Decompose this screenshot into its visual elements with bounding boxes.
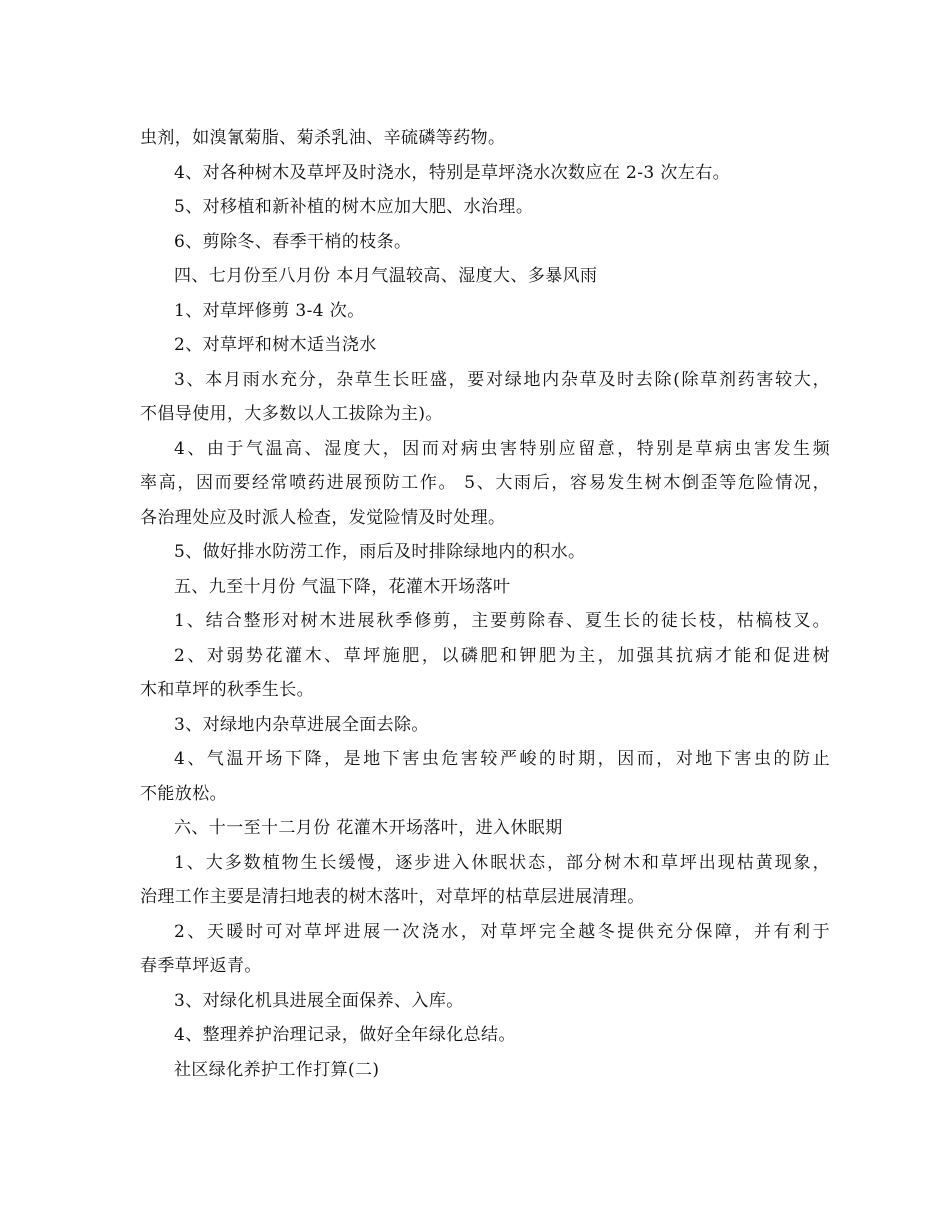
document-page	[140, 121, 830, 1087]
text-line: 4、气温开场下降，是地下害虫危害较严峻的时期，因而，对地下害虫的防止	[174, 749, 830, 769]
text-line: 3、对绿化机具进展全面保养、入库。	[174, 990, 464, 1011]
text-line: 社区绿化养护工作打算(二)	[174, 1059, 380, 1080]
document-body	[140, 121, 830, 1087]
text-line: 4、整理养护治理记录，做好全年绿化总结。	[174, 1025, 516, 1045]
text-line: 1、大多数植物生长缓慢，逐步进入休眠状态，部分树木和草坪出现枯黄现象，	[174, 852, 830, 873]
text-line: 不能放松。	[140, 783, 227, 804]
text-line: 五、九至十月份 气温下降，花灌木开场落叶	[174, 576, 511, 597]
text-line: 木和草坪的秋季生长。	[140, 680, 314, 700]
text-line: 3、对绿地内杂草进展全面去除。	[174, 714, 429, 735]
text-line: 六、十一至十二月份 花灌木开场落叶，进入休眠期	[174, 818, 563, 838]
text-line: 率高，因而要经常喷药进展预防工作。 5、大雨后，容易发生树木倒歪等危险情况，	[140, 473, 830, 493]
text-line: 6、剪除冬、春季干梢的枝条。	[174, 231, 412, 252]
text-line: 4、对各种树木及草坪及时浇水，特别是草坪浇水次数应在 2-3 次左右。	[174, 162, 730, 183]
text-line: 1、对草坪修剪 3-4 次。	[174, 300, 365, 321]
text-line: 2、对弱势花灌木、草坪施肥，以磷肥和钾肥为主，加强其抗病才能和促进树	[174, 645, 830, 666]
text-line: 1、结合整形对树木进展秋季修剪，主要剪除春、夏生长的徒长枝，枯槁枝叉。	[174, 611, 830, 631]
text-line: 各治理处应及时派人检查，发觉险情及时处理。	[140, 507, 506, 528]
text-line: 2、对草坪和树木适当浇水	[174, 335, 377, 355]
text-line: 2、天暖时可对草坪进展一次浇水，对草坪完全越冬提供充分保障，并有利于	[174, 921, 830, 942]
text-line: 4、由于气温高、湿度大，因而对病虫害特别应留意，特别是草病虫害发生频	[174, 438, 830, 459]
text-line: 春季草坪返青。	[140, 956, 262, 976]
text-line: 3、本月雨水充分，杂草生长旺盛，要对绿地内杂草及时去除(除草剂药害较大，	[174, 369, 830, 390]
text-line: 治理工作主要是清扫地表的树木落叶，对草坪的枯草层进展清理。	[140, 887, 645, 907]
text-line: 5、对移植和新补植的树木应加大肥、水治理。	[174, 197, 534, 217]
text-line: 不倡导使用，大多数以人工拔除为主)。	[140, 404, 443, 424]
text-line: 5、做好排水防涝工作，雨后及时排除绿地内的积水。	[174, 542, 586, 562]
text-line: 虫剂，如溴氰菊脂、菊杀乳油、辛硫磷等药物。	[140, 128, 506, 148]
text-line: 四、七月份至八月份 本月气温较高、湿度大、多暴风雨	[174, 266, 598, 286]
